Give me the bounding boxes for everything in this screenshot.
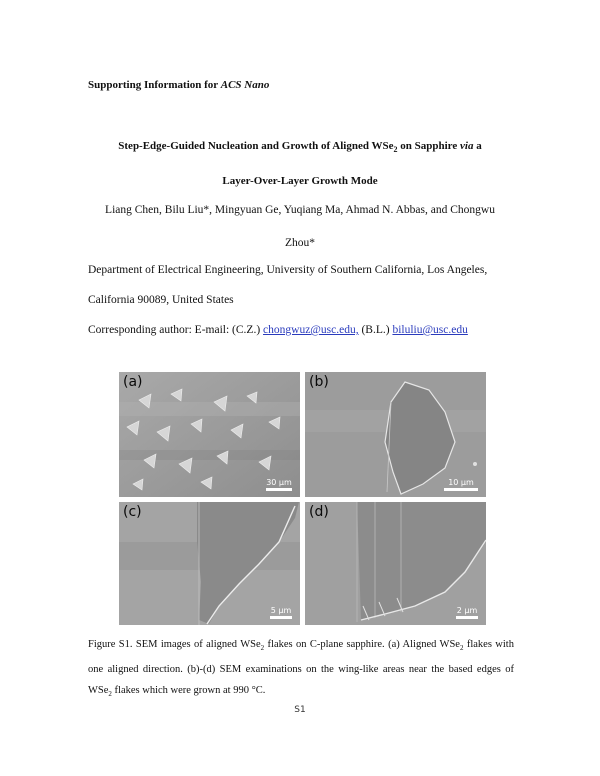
sem-panel-c xyxy=(119,502,300,625)
panel-label-a: (a) xyxy=(123,374,143,390)
panel-label-c: (c) xyxy=(123,504,142,520)
title-italic-via: via xyxy=(460,140,474,152)
caption-subscript: 2 xyxy=(108,690,112,699)
scale-line-c xyxy=(270,616,292,619)
caption-subscript: 2 xyxy=(459,644,464,653)
scale-bar-d xyxy=(456,606,478,619)
authors-line-2: Zhou* xyxy=(284,237,316,249)
scale-text-c: 5 µm xyxy=(270,606,292,615)
scale-line-b xyxy=(444,488,478,491)
email-link-liu[interactable]: biluliu@usc.edu xyxy=(392,324,468,336)
scale-line-d xyxy=(456,616,478,619)
panel-label-b: (b) xyxy=(309,374,329,390)
scale-bar-a xyxy=(266,478,292,491)
scale-bar-b xyxy=(444,478,478,491)
sem-panel-d xyxy=(305,502,486,625)
scale-line-a xyxy=(266,488,292,491)
affiliation-line-2: California 90089, United States xyxy=(88,294,234,306)
si-heading xyxy=(88,79,269,91)
sem-panel-a xyxy=(119,372,300,497)
caption-subscript: 2 xyxy=(260,644,265,653)
title-part: Step-Edge-Guided Nucleation and Growth of Aligned WSe xyxy=(118,140,394,152)
figure-caption xyxy=(88,634,514,705)
caption-part: flakes on C-plane sapphire. (a) Aligned WSe xyxy=(264,639,460,650)
authors-line-1: Liang Chen, Bilu Liu*, Mingyuan Ge, Yuqiang Ma, Ahmad N. Abbas, and Chongwu xyxy=(105,204,495,216)
corresponding-middle: (B.L.) xyxy=(358,324,393,336)
paper-title-line-1 xyxy=(60,140,540,154)
title-part: on Sapphire xyxy=(397,140,460,152)
caption-part: Figure S1. SEM images of aligned WSe xyxy=(88,639,261,650)
sem-figure xyxy=(119,372,486,625)
sem-panel-b xyxy=(305,372,486,497)
si-heading-prefix: Supporting Information for xyxy=(88,79,221,91)
paper-title-line-2: Layer-Over-Layer Growth Mode xyxy=(222,175,378,187)
caption-part: flakes with one aligned direction. (b)-(d) SEM examinations on the wing-like areas near the based edges of WSe xyxy=(88,639,514,697)
corresponding-prefix: Corresponding author: E-mail: (C.Z.) xyxy=(88,324,264,336)
email-link-zhou[interactable]: chongwuz@usc.edu, xyxy=(263,324,359,336)
scale-text-d: 2 µm xyxy=(456,606,478,615)
panel-label-d: (d) xyxy=(309,504,329,520)
title-subscript: 2 xyxy=(393,145,398,155)
journal-name: ACS Nano xyxy=(220,79,270,91)
scale-text-a: 30 µm xyxy=(266,478,292,487)
affiliation-line-1: Department of Electrical Engineering, University of Southern California, Los Angeles, xyxy=(88,264,488,276)
corresponding-author xyxy=(88,324,468,336)
scale-bar-c xyxy=(270,606,292,619)
scale-text-b: 10 µm xyxy=(448,478,474,487)
caption-part: flakes which were grown at 990 °C. xyxy=(111,685,266,697)
page-number: S1 xyxy=(294,705,306,715)
title-part: a xyxy=(473,140,482,152)
